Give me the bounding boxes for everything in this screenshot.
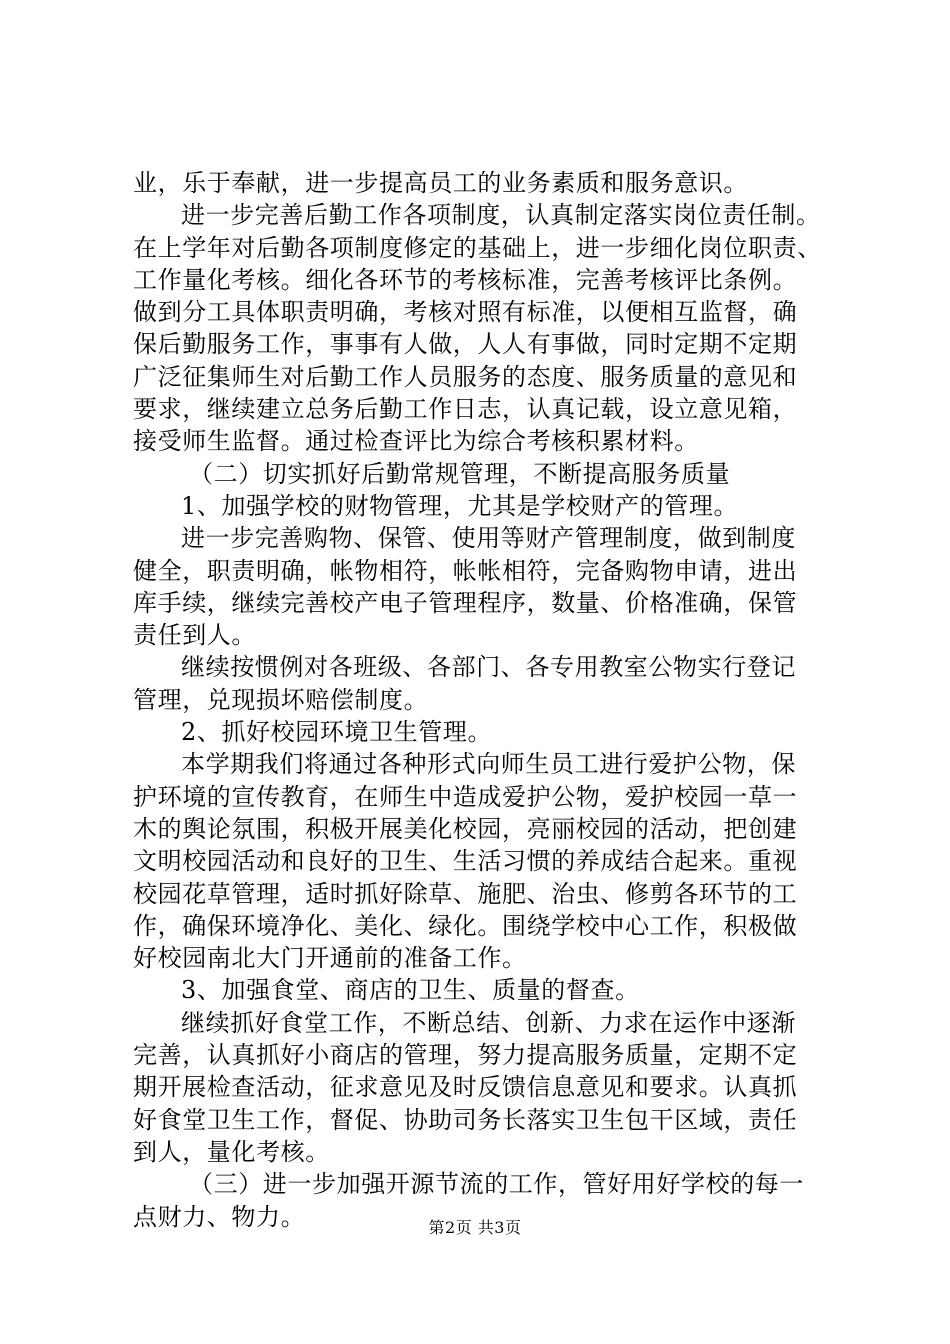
- text-line: 完善，认真抓好小商店的管理，努力提高服务质量，定期不定: [133, 1041, 798, 1070]
- text-line: 管理，兑现损坏赔偿制度。: [133, 685, 429, 714]
- text-line: 库手续，继续完善校产电子管理程序，数量、价格准确，保管: [133, 588, 798, 617]
- page-number: 第2页 共3页: [428, 1218, 522, 1237]
- text-line: 期开展检查活动，征求意见及时反馈信息意见和要求。认真抓: [133, 1073, 798, 1102]
- subsection-heading: 2、抓好校园环境卫生管理。: [181, 718, 493, 747]
- text-line: 健全，职责明确，帐物相符，帐帐相符，完备购物申请，进出: [133, 556, 798, 585]
- text-line: 好校园南北大门开通前的准备工作。: [133, 944, 527, 973]
- text-line: 要求，继续建立总务后勤工作日志，认真记载，设立意见箱，: [133, 395, 798, 424]
- text-line: 工作量化考核。细化各环节的考核标准，完善考核评比条例。: [133, 265, 798, 294]
- text-line: 到人，量化考核。: [133, 1137, 330, 1166]
- text-line: 校园花草管理，适时抓好除草、施肥、治虫、修剪各环节的工: [133, 879, 798, 908]
- text-line: 广泛征集师生对后勤工作人员服务的态度、服务质量的意见和: [133, 362, 798, 391]
- text-line: 保后勤服务工作，事事有人做，人人有事做，同时定期不定期: [133, 330, 798, 359]
- text-line: 点财力、物力。: [133, 1202, 306, 1231]
- text-line: 继续按惯例对各班级、各部门、各专用教室公物实行登记: [181, 653, 796, 682]
- text-line: 木的舆论氛围，积极开展美化校园，亮丽校园的活动，把创建: [133, 814, 798, 843]
- text-line: 进一步完善购物、保管、使用等财产管理制度，做到制度: [181, 524, 796, 553]
- text-line: 文明校园活动和良好的卫生、生活习惯的养成结合起来。重视: [133, 847, 798, 876]
- text-line: 继续抓好食堂工作，不断总结、创新、力求在运作中逐渐: [181, 1008, 796, 1037]
- text-line: 接受师生监督。通过检查评比为综合考核积累材料。: [133, 427, 699, 456]
- text-line: 在上学年对后勤各项制度修定的基础上，进一步细化岗位职责、: [133, 233, 822, 262]
- section-heading: （二）切实抓好后勤常规管理，不断提高服务质量: [189, 459, 731, 488]
- text-line: 好食堂卫生工作，督促、协助司务长落实卫生包干区域，责任: [133, 1105, 798, 1134]
- text-line: 做到分工具体职责明确，考核对照有标准，以便相互监督，确: [133, 298, 798, 327]
- subsection-heading: 3、加强食堂、商店的卫生、质量的督查。: [181, 976, 640, 1005]
- text-line: 作，确保环境净化、美化、绿化。围绕学校中心工作，积极做: [133, 911, 798, 940]
- text-line: 进一步完善后勤工作各项制度，认真制定落实岗位责任制。: [181, 201, 821, 230]
- text-line: 业，乐于奉献，进一步提高员工的业务素质和服务意识。: [133, 169, 748, 197]
- subsection-heading: 1、加强学校的财物管理，尤其是学校财产的管理。: [181, 491, 739, 520]
- text-line: 责任到人。: [133, 621, 256, 650]
- page-footer: [0, 1215, 950, 1238]
- body-text: [133, 167, 833, 1233]
- text-line: 本学期我们将通过各种形式向师生员工进行爱护公物，保: [181, 750, 796, 779]
- section-heading: （三）进一步加强开源节流的工作，管好用好学校的每一: [189, 1170, 804, 1199]
- text-line: 护环境的宣传教育，在师生中造成爱护公物，爱护校园一草一: [133, 782, 798, 811]
